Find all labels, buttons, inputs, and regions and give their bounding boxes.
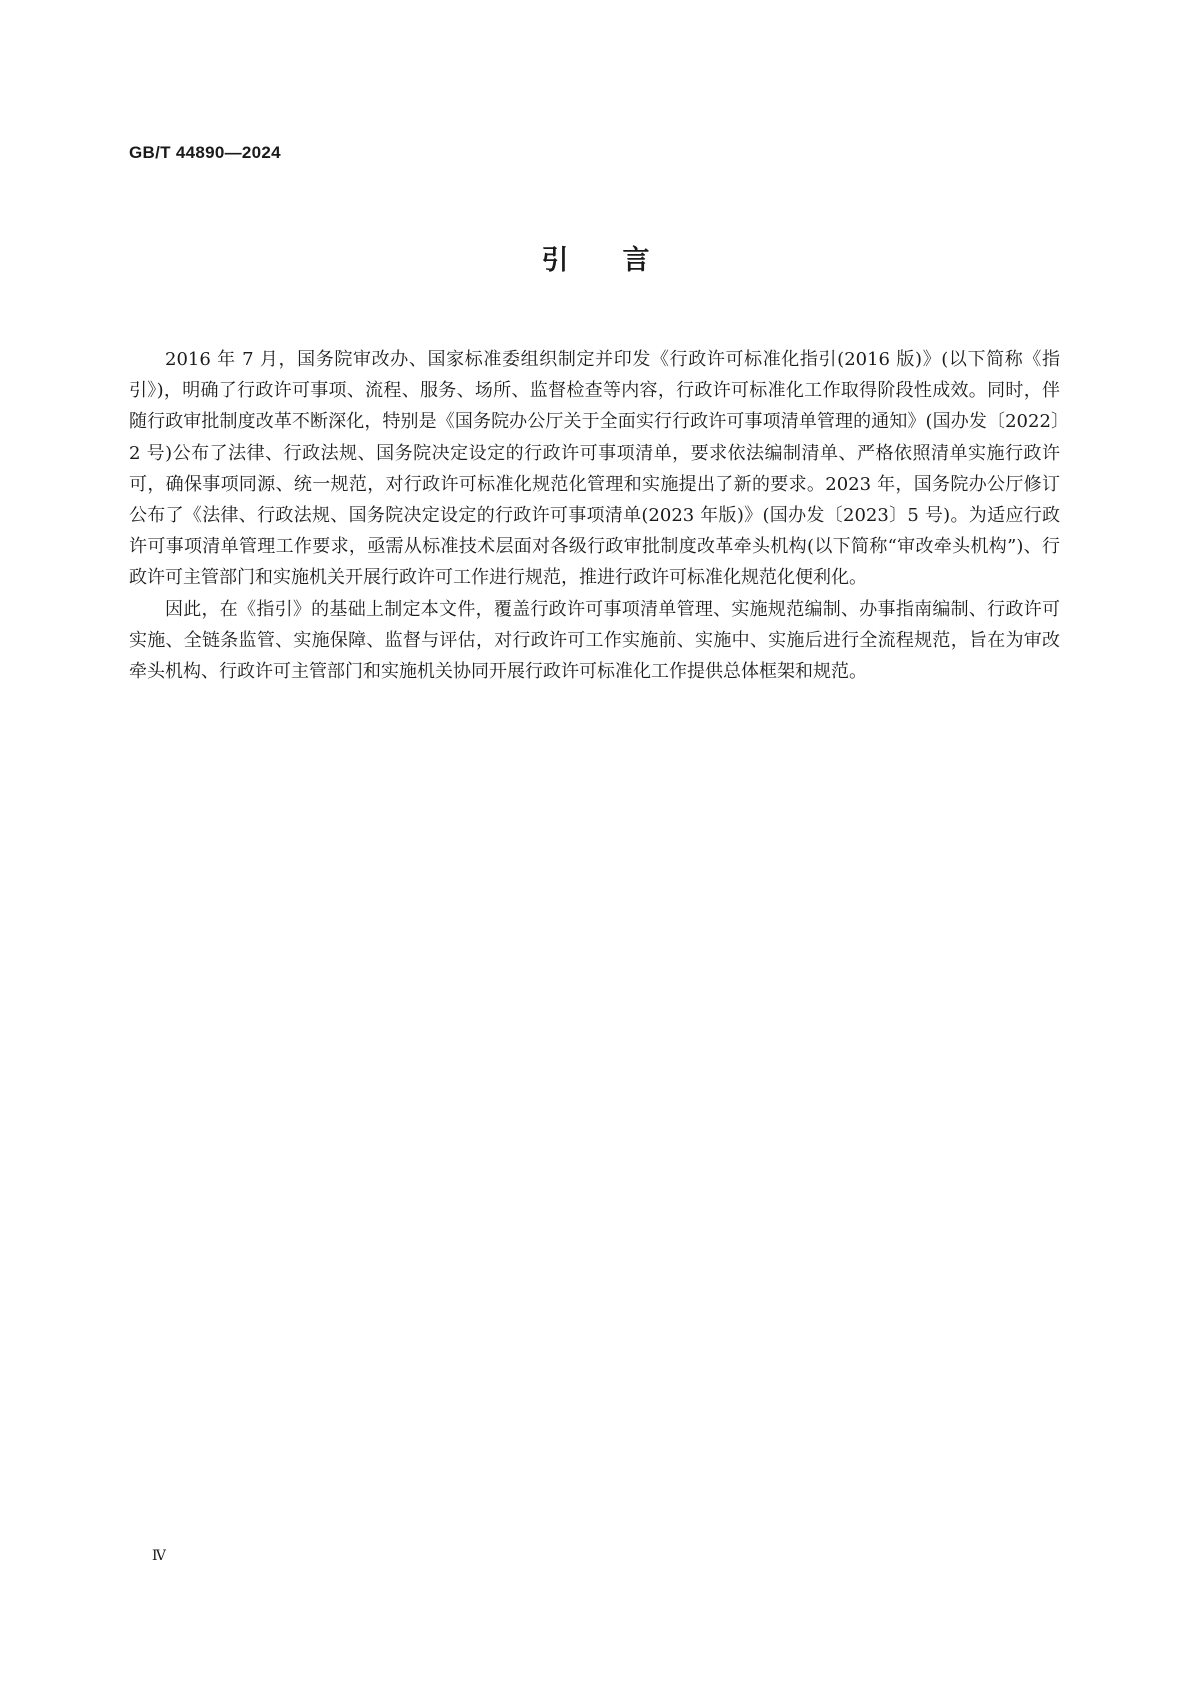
standard-number: GB/T 44890—2024 [129,143,281,162]
body-text [129,344,1060,687]
paragraph: 2016 年 7 月，国务院审改办、国家标准委组织制定并印发《行政许可标准化指引(2016 版)》(以下简称《指引》)，明确了行政许可事项、流程、服务、场所、监督检查等内容，行政许可标准化工作取得阶段性成效。同时，伴随行政审批制度改革不断深化，特别是《国务院办公厅关于全面实行行政许可事项清单管理的通知》(国办发〔2022〕2 号)公布了法律、行政法规、国务院决定设定的行政许可事项清单，要求依法编制清单、严格依照清单实施行政许可，确保事项同源、统一规范，对行政许可标准化规范化管理和实施提出了新的要求。2023 年，国务院办公厅修订公布了《法律、行政法规、国务院决定设定的行政许可事项清单(2023 年版)》(国办发〔2023〕5 号)。为适应行政许可事项清单管理工作要求，亟需从标准技术层面对各级行政审批制度改革牵头机构(以下简称“审改牵头机构”)、行政许可主管部门和实施机关开展行政许可工作进行规范，推进行政许可标准化规范化便利化。 [129,349,1060,589]
paragraph: 因此，在《指引》的基础上制定本文件，覆盖行政许可事项清单管理、实施规范编制、办事指南编制、行政许可实施、全链条监管、实施保障、监督与评估，对行政许可工作实施前、实施中、实施后进行全流程规范，旨在为审改牵头机构、行政许可主管部门和实施机关协同开展行政许可标准化工作提供总体框架和规范。 [129,598,1060,683]
page-number: Ⅳ [152,1548,166,1564]
section-title: 引言 [541,245,704,276]
